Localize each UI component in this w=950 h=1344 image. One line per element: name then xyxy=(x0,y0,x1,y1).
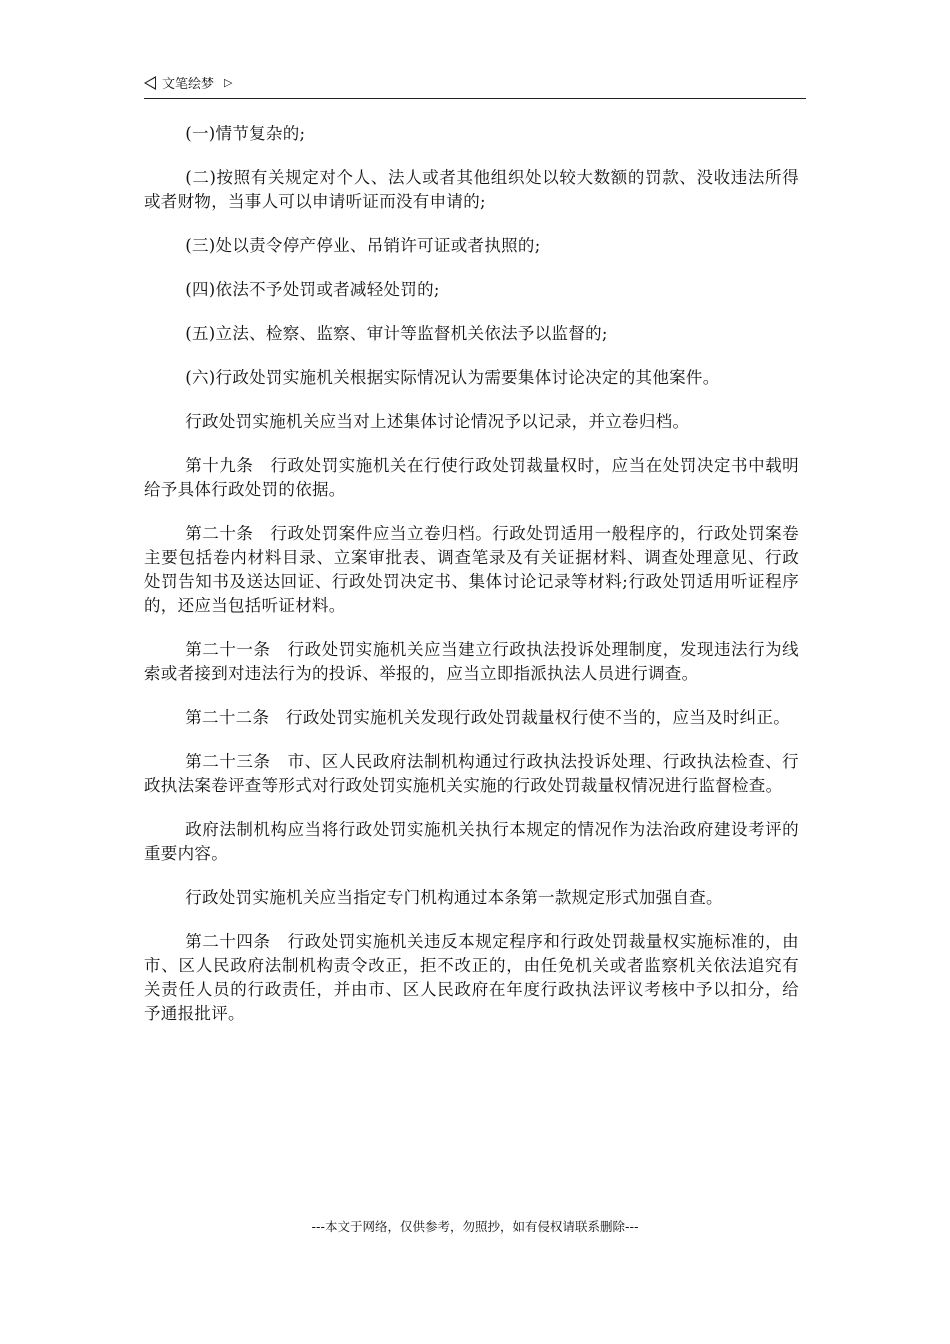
paragraph-record-filing: 行政处罚实施机关应当对上述集体讨论情况予以记录，并立卷归档。 xyxy=(185,412,690,431)
article-23-para-2: 政府法制机构应当将行政处罚实施机关执行本规定的情况作为法治政府建设考评的重要内容。 xyxy=(144,820,799,863)
footer-notice: ---本文于网络，仅供参考，勿照抄，如有侵权请联系删除--- xyxy=(311,1219,639,1234)
article-23: 第二十三条 市、区人民政府法制机构通过行政执法投诉处理、行政执法检查、行政执法案卷评查等形式对行政处罚实施机关实施的行政处罚裁量权情况进行监督检查。 xyxy=(144,752,799,795)
paragraph-item-2: (二)按照有关规定对个人、法人或者其他组织处以较大数额的罚款、没收违法所得或者财物，当事人可以申请听证而没有申请的; xyxy=(144,168,799,211)
paragraph-item-3: (三)处以责令停产停业、吊销许可证或者执照的; xyxy=(185,236,541,255)
left-triangle-icon xyxy=(144,76,156,90)
article-23-para-3: 行政处罚实施机关应当指定专门机构通过本条第一款规定形式加强自查。 xyxy=(185,888,723,907)
article-24: 第二十四条 行政处罚实施机关违反本规定程序和行政处罚裁量权实施标准的，由市、区人民政府法制机构责令改正，拒不改正的，由任免机关或者监察机关依法追究有关责任人员的行政责任，并由市、区人民政府在年度行政执法评议考核中予以扣分，给予通报批评。 xyxy=(144,932,799,1023)
article-21: 第二十一条 行政处罚实施机关应当建立行政执法投诉处理制度，发现违法行为线索或者接到对违法行为的投诉、举报的，应当立即指派执法人员进行调查。 xyxy=(144,640,799,683)
article-22: 第二十二条 行政处罚实施机关发现行政处罚裁量权行使不当的，应当及时纠正。 xyxy=(185,708,791,727)
document-body xyxy=(144,122,799,1046)
paragraph-item-5: (五)立法、检察、监察、审计等监督机关依法予以监督的; xyxy=(185,324,608,343)
article-20: 第二十条 行政处罚案件应当立卷归档。行政处罚适用一般程序的，行政处罚案卷主要包括卷内材料目录、立案审批表、调查笔录及有关证据材料、调查处理意见、行政处罚告知书及送达回证、行政处罚决定书、集体讨论记录等材料;行政处罚适用听证程序的，还应当包括听证材料。 xyxy=(144,524,799,615)
right-triangle-icon: ▷ xyxy=(224,76,233,89)
paragraph-item-4: (四)依法不予处罚或者减轻处罚的; xyxy=(185,280,440,299)
paragraph-item-6: (六)行政处罚实施机关根据实际情况认为需要集体讨论决定的其他案件。 xyxy=(185,368,720,387)
article-19: 第十九条 行政处罚实施机关在行使行政处罚裁量权时，应当在处罚决定书中载明给予具体行政处罚的依据。 xyxy=(144,456,799,499)
header-brand: 文笔绘梦 xyxy=(162,77,215,92)
page-header xyxy=(144,74,806,99)
paragraph-item-1: (一)情节复杂的; xyxy=(185,124,306,143)
